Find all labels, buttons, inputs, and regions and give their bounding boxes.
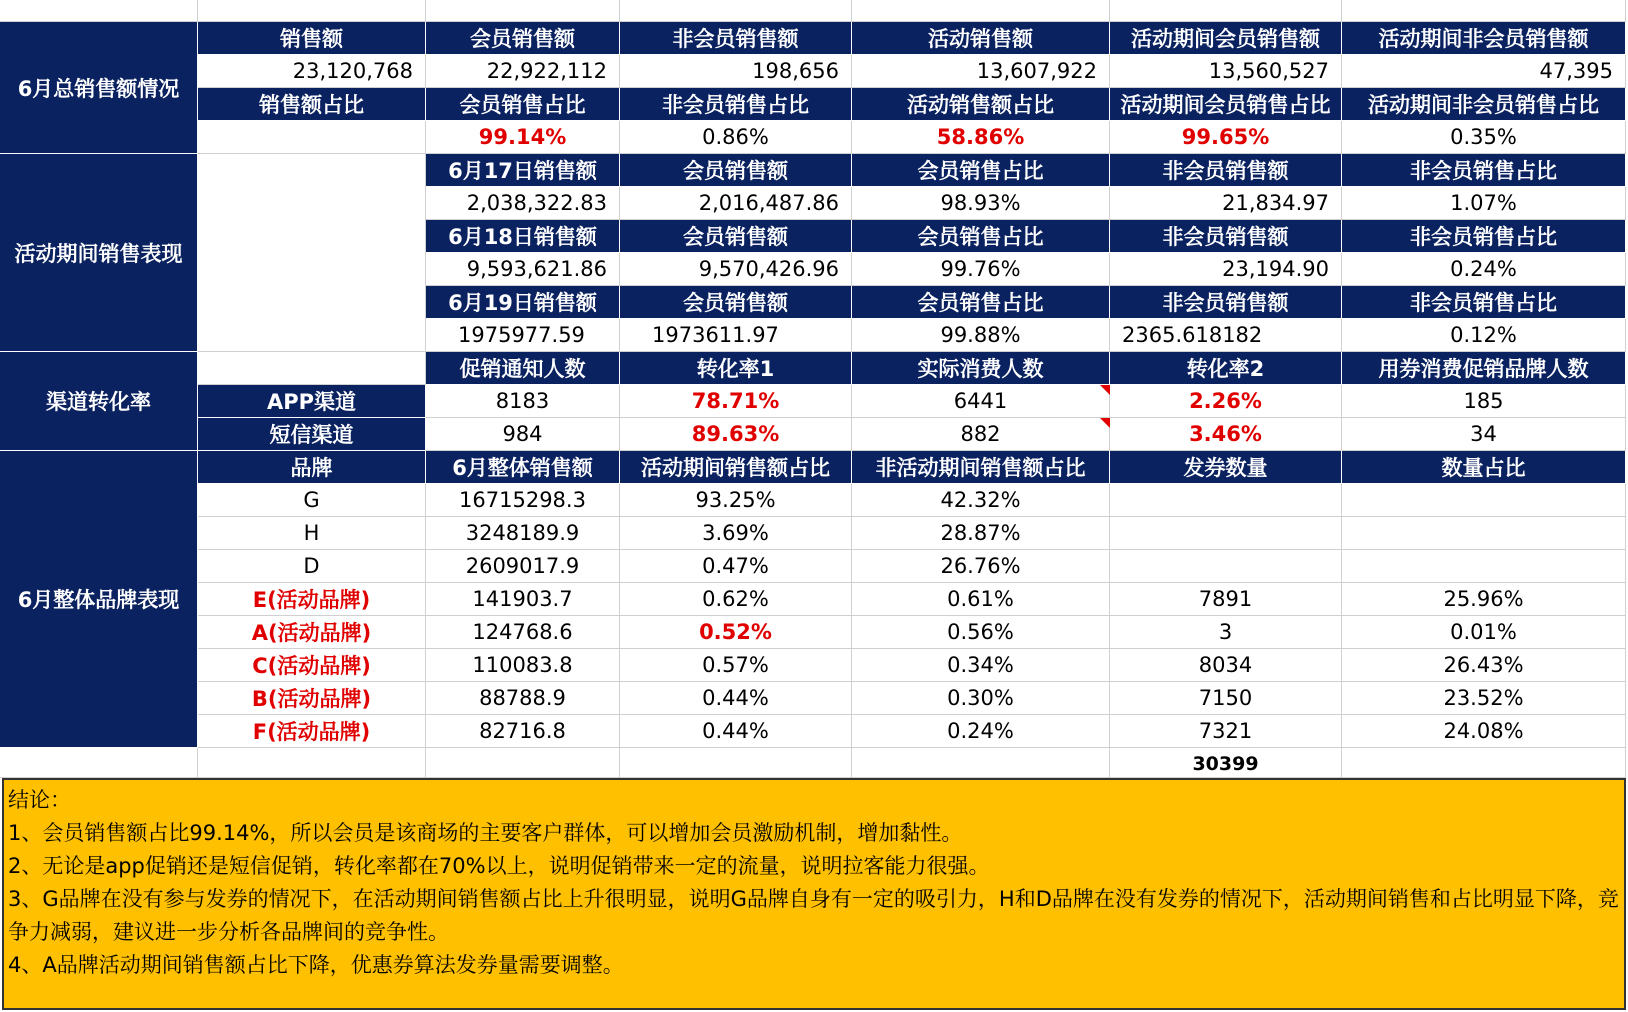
value-cell[interactable]: 3.69% [620,517,852,550]
value-cell[interactable]: 0.57% [620,649,852,682]
header-cell[interactable]: 活动期间销售额占比 [620,451,852,484]
value-cell[interactable]: 0.56% [852,616,1110,649]
value-cell[interactable]: 198,656 [620,55,852,88]
value-cell[interactable]: 89.63% [620,418,852,451]
header-cell[interactable]: 非会员销售额 [1110,286,1342,319]
value-cell[interactable]: 0.52% [620,616,852,649]
brand-name[interactable]: E(活动品牌) [198,583,426,616]
header-cell[interactable]: 6月17日销售额 [426,154,620,187]
value-cell[interactable]: 8183 [426,385,620,418]
value-cell[interactable] [1342,484,1626,517]
value-cell[interactable]: 8034 [1110,649,1342,682]
cell-blank[interactable] [198,0,426,22]
header-cell[interactable]: 销售额 [198,22,426,55]
header-cell[interactable]: 转化率1 [620,352,852,385]
cell-blank[interactable] [1342,0,1626,22]
value-cell[interactable]: 34 [1342,418,1626,451]
header-cell[interactable]: 活动销售额 [852,22,1110,55]
value-cell[interactable]: 2,016,487.86 [620,187,852,220]
brand-name[interactable]: F(活动品牌) [198,715,426,748]
header-cell[interactable]: 会员销售占比 [426,88,620,121]
value-cell[interactable]: 6441 [852,385,1110,418]
header-cell[interactable]: 实际消费人数 [852,352,1110,385]
section-label-brands[interactable]: 6月整体品牌表现 [0,451,198,748]
value-cell[interactable]: 110083.8 [426,649,620,682]
value-cell[interactable]: 984 [426,418,620,451]
value-cell[interactable]: 0.86% [620,121,852,154]
brand-name[interactable]: B(活动品牌) [198,682,426,715]
value-cell[interactable]: 0.44% [620,715,852,748]
value-cell[interactable]: 7321 [1110,715,1342,748]
value-cell[interactable]: 0.30% [852,682,1110,715]
conclusion-line: 3、G品牌在没有参与发券的情况下，在活动期间销售额占比上升很明显，说明G品牌自身有一定的吸引力，H和D品牌在没有发券的情况下，活动期间销售和占比明显下降，竞争力减弱，建议进一步分析各品牌间的竞争性。 [8,887,1619,944]
header-cell[interactable]: 发券数量 [1110,451,1342,484]
header-cell[interactable]: 非会员销售额 [1110,154,1342,187]
value-cell[interactable]: 98.93% [852,187,1110,220]
conclusion-title: 结论： [8,788,71,812]
value-cell[interactable]: 47,395 [1342,55,1626,88]
value-cell[interactable]: 3 [1110,616,1342,649]
header-cell[interactable]: 活动期间会员销售额 [1110,22,1342,55]
cell-blank[interactable] [198,154,426,352]
value-cell[interactable]: 23.52% [1342,682,1626,715]
value-cell[interactable]: 2.26% [1110,385,1342,418]
value-cell[interactable]: 88788.9 [426,682,620,715]
value-cell[interactable]: 99.76% [852,253,1110,286]
value-cell[interactable]: 141903.7 [426,583,620,616]
section-label-channel[interactable]: 渠道转化率 [0,352,198,451]
value-cell[interactable]: 26.76% [852,550,1110,583]
value-cell[interactable]: 26.43% [1342,649,1626,682]
cell-blank[interactable] [620,0,852,22]
value-cell[interactable]: 0.01% [1342,616,1626,649]
value-cell[interactable]: 99.14% [426,121,620,154]
channel-name-app[interactable]: APP渠道 [198,385,426,418]
header-cell[interactable]: 促销通知人数 [426,352,620,385]
cell-blank[interactable] [0,748,198,778]
value-cell[interactable]: 0.47% [620,550,852,583]
value-cell[interactable]: 1975977.59 [426,319,620,352]
header-cell[interactable]: 非会员销售额 [1110,220,1342,253]
value-cell[interactable]: 28.87% [852,517,1110,550]
conclusion-line: 2、无论是app促销还是短信促销，转化率都在70%以上，说明促销带来一定的流量，说明拉客能力很强。 [8,854,990,878]
comment-indicator-icon[interactable] [1100,418,1110,428]
header-cell[interactable]: 数量占比 [1342,451,1626,484]
header-cell[interactable]: 会员销售额 [620,220,852,253]
value-cell[interactable]: 23,194.90 [1110,253,1342,286]
value-cell[interactable]: 2609017.9 [426,550,620,583]
cell-blank[interactable] [852,748,1110,778]
brand-name[interactable]: G [198,484,426,517]
value-cell[interactable]: 2365.618182 [1110,319,1342,352]
header-cell[interactable]: 6月整体销售额 [426,451,620,484]
value-cell[interactable] [1342,550,1626,583]
value-cell[interactable]: 9,570,426.96 [620,253,852,286]
value-cell[interactable] [1110,484,1342,517]
value-cell[interactable]: 24.08% [1342,715,1626,748]
value-cell[interactable]: 82716.8 [426,715,620,748]
value-cell[interactable]: 882 [852,418,1110,451]
header-cell[interactable]: 非会员销售占比 [1342,220,1626,253]
header-cell[interactable]: 6月19日销售额 [426,286,620,319]
comment-indicator-icon[interactable] [1100,385,1110,395]
channel-name-sms[interactable]: 短信渠道 [198,418,426,451]
brand-name[interactable]: D [198,550,426,583]
cell-blank[interactable] [198,352,426,385]
value-cell[interactable]: 2,038,322.83 [426,187,620,220]
value-cell[interactable]: 124768.6 [426,616,620,649]
value-cell[interactable]: 0.61% [852,583,1110,616]
value-cell[interactable]: 0.12% [1342,319,1626,352]
value-cell[interactable]: 21,834.97 [1110,187,1342,220]
header-cell[interactable]: 活动期间非会员销售占比 [1342,88,1626,121]
header-cell[interactable]: 非活动期间销售额占比 [852,451,1110,484]
value-cell[interactable]: 0.24% [1342,253,1626,286]
header-cell[interactable]: 会员销售额 [620,286,852,319]
value-cell[interactable]: 3.46% [1110,418,1342,451]
brand-name[interactable]: C(活动品牌) [198,649,426,682]
cell-blank[interactable] [852,0,1110,22]
value-cell[interactable]: 23,120,768 [198,55,426,88]
value-cell[interactable]: 93.25% [620,484,852,517]
value-cell[interactable]: 22,922,112 [426,55,620,88]
cell-blank[interactable] [620,748,852,778]
header-cell[interactable]: 会员销售占比 [852,286,1110,319]
value-cell[interactable]: 13,607,922 [852,55,1110,88]
value-cell[interactable]: 185 [1342,385,1626,418]
header-cell[interactable]: 品牌 [198,451,426,484]
cell-blank[interactable] [198,748,426,778]
value-cell[interactable]: 0.35% [1342,121,1626,154]
value-cell[interactable]: 0.44% [620,682,852,715]
value-cell[interactable]: 0.24% [852,715,1110,748]
header-cell[interactable]: 销售额占比 [198,88,426,121]
value-cell[interactable]: 16715298.3 [426,484,620,517]
header-cell[interactable]: 非会员销售占比 [1342,286,1626,319]
conclusion-line: 4、A品牌活动期间销售额占比下降，优惠券算法发券量需要调整。 [8,953,624,977]
section-label-event[interactable]: 活动期间销售表现 [0,154,198,352]
value-cell[interactable] [198,121,426,154]
conclusion-box[interactable] [2,778,1626,1010]
header-cell[interactable]: 非会员销售额 [620,22,852,55]
value-cell[interactable]: 13,560,527 [1110,55,1342,88]
header-cell[interactable]: 转化率2 [1110,352,1342,385]
header-cell[interactable]: 会员销售占比 [852,220,1110,253]
header-cell[interactable]: 用券消费促销品牌人数 [1342,352,1626,385]
header-cell[interactable]: 活动销售额占比 [852,88,1110,121]
cell-blank[interactable] [426,0,620,22]
value-cell[interactable]: 78.71% [620,385,852,418]
value-cell[interactable]: 42.32% [852,484,1110,517]
cell-blank[interactable] [426,748,620,778]
header-cell[interactable]: 非会员销售占比 [1342,154,1626,187]
header-cell[interactable]: 会员销售占比 [852,154,1110,187]
value-cell[interactable]: 99.88% [852,319,1110,352]
value-cell[interactable] [1342,517,1626,550]
value-cell[interactable]: 3248189.9 [426,517,620,550]
header-cell[interactable]: 会员销售额 [426,22,620,55]
header-cell[interactable]: 活动期间会员销售占比 [1110,88,1342,121]
cell-blank[interactable] [1342,748,1626,778]
value-cell[interactable]: 1.07% [1342,187,1626,220]
value-cell[interactable]: 7891 [1110,583,1342,616]
conclusion-line: 1、会员销售额占比99.14%，所以会员是该商场的主要客户群体，可以增加会员激励机制，增加黏性。 [8,821,963,845]
cell-blank[interactable] [0,0,198,22]
brand-name[interactable]: H [198,517,426,550]
value-cell[interactable] [1110,517,1342,550]
value-cell[interactable]: 0.34% [852,649,1110,682]
value-cell[interactable]: 99.65% [1110,121,1342,154]
header-cell[interactable]: 活动期间非会员销售额 [1342,22,1626,55]
section-label-overall[interactable]: 6月总销售额情况 [0,22,198,154]
header-cell[interactable]: 非会员销售占比 [620,88,852,121]
value-cell[interactable]: 0.62% [620,583,852,616]
coupon-total-cell[interactable]: 30399 [1110,748,1342,778]
value-cell[interactable]: 9,593,621.86 [426,253,620,286]
value-cell[interactable] [1110,550,1342,583]
value-cell[interactable]: 7150 [1110,682,1342,715]
header-cell[interactable]: 会员销售额 [620,154,852,187]
value-cell[interactable]: 25.96% [1342,583,1626,616]
header-cell[interactable]: 6月18日销售额 [426,220,620,253]
value-cell[interactable]: 1973611.97 [620,319,852,352]
brand-name[interactable]: A(活动品牌) [198,616,426,649]
cell-blank[interactable] [1110,0,1342,22]
value-cell[interactable]: 58.86% [852,121,1110,154]
